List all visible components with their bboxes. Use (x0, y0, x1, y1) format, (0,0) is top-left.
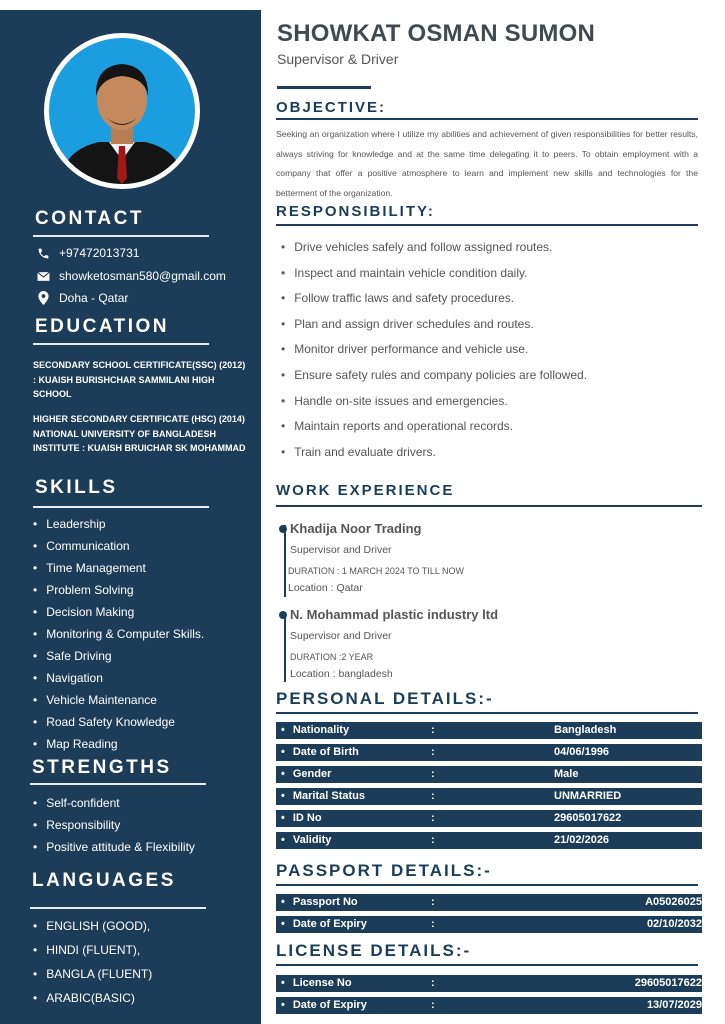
license-details-heading: LICENSE DETAILS:- (276, 941, 472, 960)
detail-row-passport-expiry: • Date of Expiry : 02/10/2032 (276, 916, 702, 933)
license-details-divider (276, 964, 698, 966)
job-location: Location : Qatar (288, 582, 363, 594)
list-item: • Leadership (33, 513, 204, 535)
location-pin-icon (35, 291, 51, 305)
detail-row-license-expiry: • Date of Expiry : 13/07/2029 (276, 997, 702, 1014)
passport-details-divider (276, 884, 698, 886)
timeline-line (284, 612, 286, 682)
objective-heading: OBJECTIVE: (276, 99, 387, 116)
list-item: • Train and evaluate drivers. (281, 441, 587, 467)
profile-photo (44, 33, 200, 189)
languages-divider (30, 907, 206, 909)
education-divider (33, 343, 209, 345)
location-text: Doha - Qatar (59, 291, 129, 305)
list-item: • Problem Solving (33, 579, 204, 601)
title-accent-rule (277, 86, 371, 89)
skills-heading: SKILLS (35, 477, 118, 498)
phone-icon (35, 247, 51, 260)
list-item: • Road Safety Knowledge (33, 711, 204, 733)
job-company: Khadija Noor Trading (290, 521, 422, 536)
objective-divider (276, 118, 698, 120)
list-item: • Communication (33, 535, 204, 557)
contact-email (35, 269, 226, 283)
detail-row-marital-status: • Marital Status : UNMARRIED (276, 788, 702, 805)
detail-row-gender: • Gender : Male (276, 766, 702, 783)
list-item: • HINDI (FLUENT), (33, 938, 152, 962)
contact-heading: CONTACT (35, 208, 144, 229)
detail-row-nationality: • Nationality : Bangladesh (276, 722, 702, 739)
list-item: • Maintain reports and operational records. (281, 415, 587, 441)
list-item: • Navigation (33, 667, 204, 689)
list-item: • Time Management (33, 557, 204, 579)
list-item: • Drive vehicles safely and follow assigned routes. (281, 236, 587, 262)
list-item: • ARABIC(BASIC) (33, 986, 152, 1010)
detail-row-validity: • Validity : 21/02/2026 (276, 832, 702, 849)
job-duration: DURATION : 1 MARCH 2024 TO TILL NOW (288, 566, 465, 576)
list-item: • ENGLISH (GOOD), (33, 914, 152, 938)
email-text: showketosman580@gmail.com (59, 269, 226, 283)
personal-details-heading: PERSONAL DETAILS:- (276, 689, 494, 708)
list-item: • Responsibility (33, 814, 195, 836)
list-item: • BANGLA (FLUENT) (33, 962, 152, 986)
responsibility-divider (276, 224, 698, 226)
person-portrait-icon (49, 38, 195, 184)
list-item: • Inspect and maintain vehicle condition daily. (281, 262, 587, 288)
list-item: • Decision Making (33, 601, 204, 623)
job-title: Supervisor and Driver (290, 630, 392, 642)
list-item: • Ensure safety rules and company policies are followed. (281, 364, 587, 390)
timeline-dot (279, 611, 287, 619)
mail-icon (35, 271, 51, 282)
list-item: • Vehicle Maintenance (33, 689, 204, 711)
phone-text: +97472013731 (59, 246, 140, 260)
skills-divider (33, 506, 209, 508)
list-item: • Safe Driving (33, 645, 204, 667)
timeline-dot (279, 525, 287, 533)
list-item: • Positive attitude & Flexibility (33, 836, 195, 858)
skills-list (33, 513, 204, 755)
contact-divider (33, 235, 209, 237)
strengths-divider (30, 783, 206, 785)
timeline-line (284, 525, 286, 597)
personal-details-divider (276, 712, 698, 714)
work-experience-heading: WORK EXPERIENCE (276, 482, 455, 499)
contact-phone (35, 246, 139, 260)
languages-list (33, 914, 152, 1010)
list-item: • Map Reading (33, 733, 204, 755)
job-title: Supervisor and Driver (290, 544, 392, 556)
candidate-name: SHOWKAT OSMAN SUMON (277, 20, 596, 47)
job-duration: DURATION :2 YEAR (290, 652, 374, 662)
detail-row-passport-no: • Passport No : A05026025 (276, 894, 702, 911)
list-item: • Monitor driver performance and vehicle use. (281, 338, 587, 364)
passport-details-heading: PASSPORT DETAILS:- (276, 861, 492, 880)
responsibility-heading: RESPONSIBILITY: (276, 203, 435, 220)
strengths-list (33, 792, 195, 858)
detail-row-dob: • Date of Birth : 04/06/1996 (276, 744, 702, 761)
list-item: • Plan and assign driver schedules and routes. (281, 313, 587, 339)
languages-heading: LANGUAGES (32, 870, 176, 891)
contact-location (35, 291, 128, 305)
education-heading: EDUCATION (35, 316, 170, 337)
candidate-role: Supervisor & Driver (277, 51, 399, 67)
detail-row-license-no: • License No : 29605017622 (276, 975, 702, 992)
education-entry-hsc: HIGHER SECONDARY CERTIFICATE (HSC) (2014) NATIONAL UNIVERSITY OF BANGLADESH INSTITUTE : KUAISH BRUICHAR SK MOHAMMAD (33, 414, 246, 453)
list-item: • Handle on-site issues and emergencies. (281, 390, 587, 416)
job-location: Location : bangladesh (290, 668, 393, 680)
job-company: N. Mohammad plastic industry ltd (290, 607, 499, 622)
strengths-heading: STRENGTHS (32, 757, 172, 778)
detail-row-id-no: • ID No : 29605017622 (276, 810, 702, 827)
responsibility-list (281, 236, 587, 466)
education-entry-ssc: SECONDARY SCHOOL CERTIFICATE(SSC) (2012) : KUAISH BURISHCHAR SAMMILANI HIGH SCHOOL (33, 360, 246, 399)
objective-text: Seeking an organization where I utilize my abilities and achievement of given responsibilities for better results, always striving for knowledge and at the same time delegating it to peers. To obtain employment with a company that offer a positive atmosphere to learn and implement new skills and technologies for the betterment of the organization. (276, 129, 698, 198)
list-item: • Follow traffic laws and safety procedures. (281, 287, 587, 313)
work-experience-divider (276, 505, 702, 507)
list-item: • Self-confident (33, 792, 195, 814)
list-item: • Monitoring & Computer Skills. (33, 623, 204, 645)
